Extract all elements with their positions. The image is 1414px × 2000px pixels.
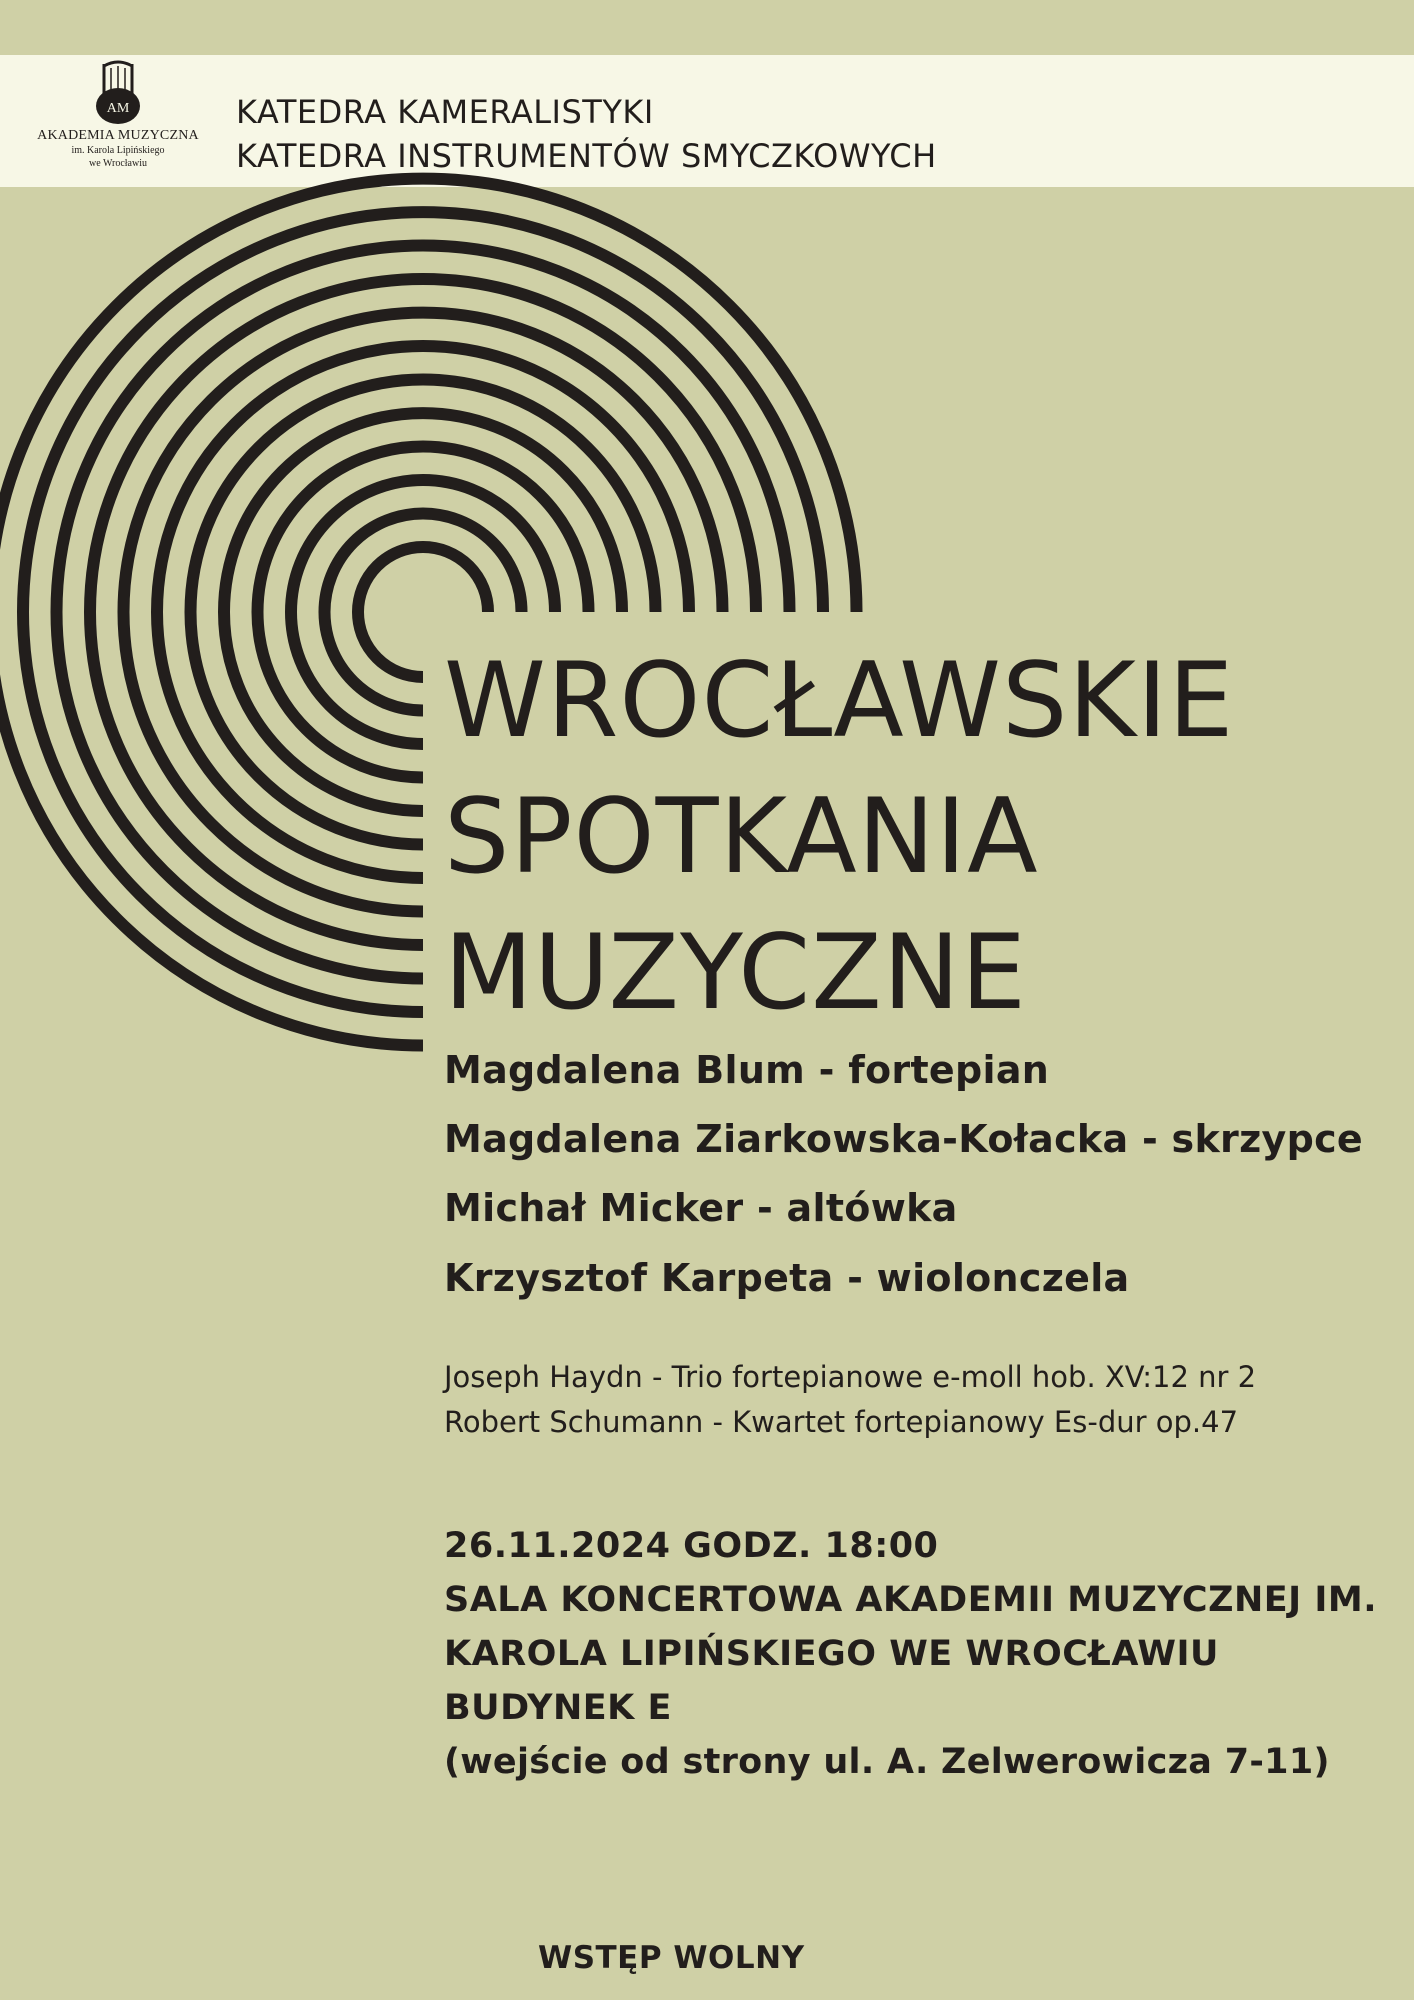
venue-line-1: SALA KONCERTOWA AKADEMII MUZYCZNEJ IM. [444,1580,1378,1620]
title-line-1: WROCŁAWSKIE [444,641,1235,761]
performer-2: Magdalena Ziarkowska-Kołacka - skrzypce [444,1117,1363,1161]
performer-1: Magdalena Blum - fortepian [444,1048,1050,1092]
svg-text:AM: AM [106,101,130,116]
performer-4: Krzysztof Karpeta - wiolonczela [444,1256,1130,1300]
logo-subtitle-1: im. Karola Lipińskiego [71,145,165,156]
program-item-2: Robert Schumann - Kwartet fortepianowy Es-dur op.47 [444,1405,1239,1439]
title-line-2: SPOTKANIA [444,777,1039,897]
program-item-1: Joseph Haydn - Trio fortepianowe e-moll hob. XV:12 nr 2 [444,1360,1257,1394]
event-datetime: 26.11.2024 GODZ. 18:00 [444,1526,939,1566]
department-2: KATEDRA INSTRUMENTÓW SMYCZKOWYCH [236,137,937,175]
logo-subtitle-2: we Wrocławiu [88,158,147,169]
venue-line-2: KAROLA LIPIŃSKIEGO WE WROCŁAWIU [444,1634,1219,1674]
performer-3: Michał Micker - altówka [444,1186,958,1230]
department-1: KATEDRA KAMERALISTYKI [236,93,654,131]
logo-name: AKADEMIA MUZYCZNA [37,128,199,143]
title-line-3: MUZYCZNE [444,913,1027,1033]
venue-entrance: (wejście od strony ul. A. Zelwerowicza 7-11) [444,1742,1330,1782]
venue-line-3: BUDYNEK E [444,1688,672,1728]
admission-free: WSTĘP WOLNY [538,1940,805,1976]
